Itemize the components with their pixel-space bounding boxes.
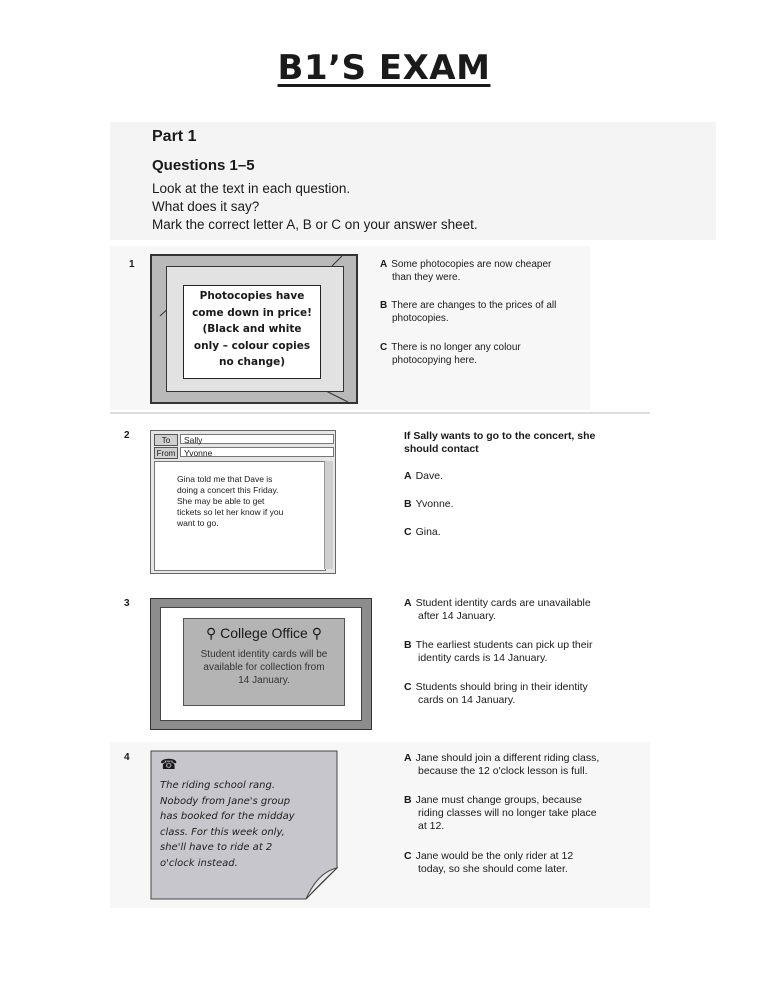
from-field: Yvonne — [180, 447, 334, 457]
notice-board — [166, 266, 344, 392]
sign-title: ⚲ College Office ⚲ — [206, 625, 322, 641]
to-field: Sally — [180, 434, 334, 444]
option-b[interactable]: B Yvonne. — [404, 498, 454, 510]
option-b[interactable]: B There are changes to the prices of all photocopies. — [380, 300, 557, 324]
telephone-icon: ☎ — [160, 756, 178, 772]
question-number: 4 — [124, 752, 130, 763]
notice-line: no change) — [218, 356, 286, 368]
question-number: 2 — [124, 430, 130, 441]
instruction-line: Mark the correct letter A, B or C on your answer sheet. — [152, 217, 478, 232]
from-label: From — [154, 447, 178, 459]
to-label: To — [154, 434, 178, 446]
notice-sign — [183, 618, 345, 706]
notice-paper — [183, 285, 321, 379]
pin-icon: ⚲ — [206, 625, 221, 641]
college-office-notice — [150, 598, 372, 730]
option-c[interactable]: C There is no longer any colour photocopying here. — [380, 342, 521, 366]
part-heading: Part 1 — [152, 128, 197, 145]
photocopy-notice — [150, 254, 358, 404]
section-divider — [110, 412, 650, 414]
page-title: B1’S EXAM — [277, 48, 491, 88]
email-window — [150, 430, 336, 574]
questions-heading: Questions 1–5 — [152, 157, 255, 174]
option-a[interactable]: A Some photocopies are now cheaper than they were. — [380, 259, 552, 283]
question-prompt: If Sally wants to go to the concert, she should contact — [404, 430, 596, 455]
option-b[interactable]: B The earliest students can pick up their identity cards is 14 January. — [404, 639, 593, 664]
notice-frame — [160, 607, 362, 721]
question-number: 3 — [124, 598, 130, 609]
sign-text: Student identity cards will be available for collection from 14 January. — [200, 649, 328, 686]
option-c[interactable]: C Students should bring in their identity cards on 14 January. — [404, 681, 588, 706]
notice-line: Photocopies have — [199, 290, 305, 302]
option-a[interactable]: A Dave. — [404, 470, 444, 482]
option-c[interactable]: C Jane would be the only rider at 12 today, so she should come later. — [404, 850, 574, 875]
pin-icon: ⚲ — [307, 625, 322, 641]
instruction-line: Look at the text in each question. — [152, 181, 351, 196]
instruction-line: What does it say? — [152, 199, 260, 214]
notice-line: (Black and white — [202, 323, 302, 335]
option-a[interactable]: A Student identity cards are unavailable after 14 January. — [404, 597, 591, 622]
email-scrollbar — [324, 461, 333, 569]
notice-line: only – colour copies — [193, 339, 311, 352]
option-a[interactable]: A Jane should join a different riding class, because the 12 o'clock lesson is full. — [404, 752, 600, 777]
question-number: 1 — [129, 259, 135, 270]
phone-message-note — [150, 750, 338, 900]
email-body: Gina told me that Dave is doing a concert this Friday. She may be able to get tickets so let her know if you want to go. — [154, 461, 326, 571]
option-c[interactable]: C Gina. — [404, 526, 441, 538]
notice-line: come down in price! — [192, 306, 312, 319]
instructions-panel — [110, 122, 716, 240]
option-b[interactable]: B Jane must change groups, because riding classes will no longer take place at 12. — [404, 794, 597, 832]
note-text: The riding school rang. Nobody from Jane's group has booked for the midday class. For this week only, she'll have to ride at 2 o'clock instead. — [160, 780, 295, 869]
